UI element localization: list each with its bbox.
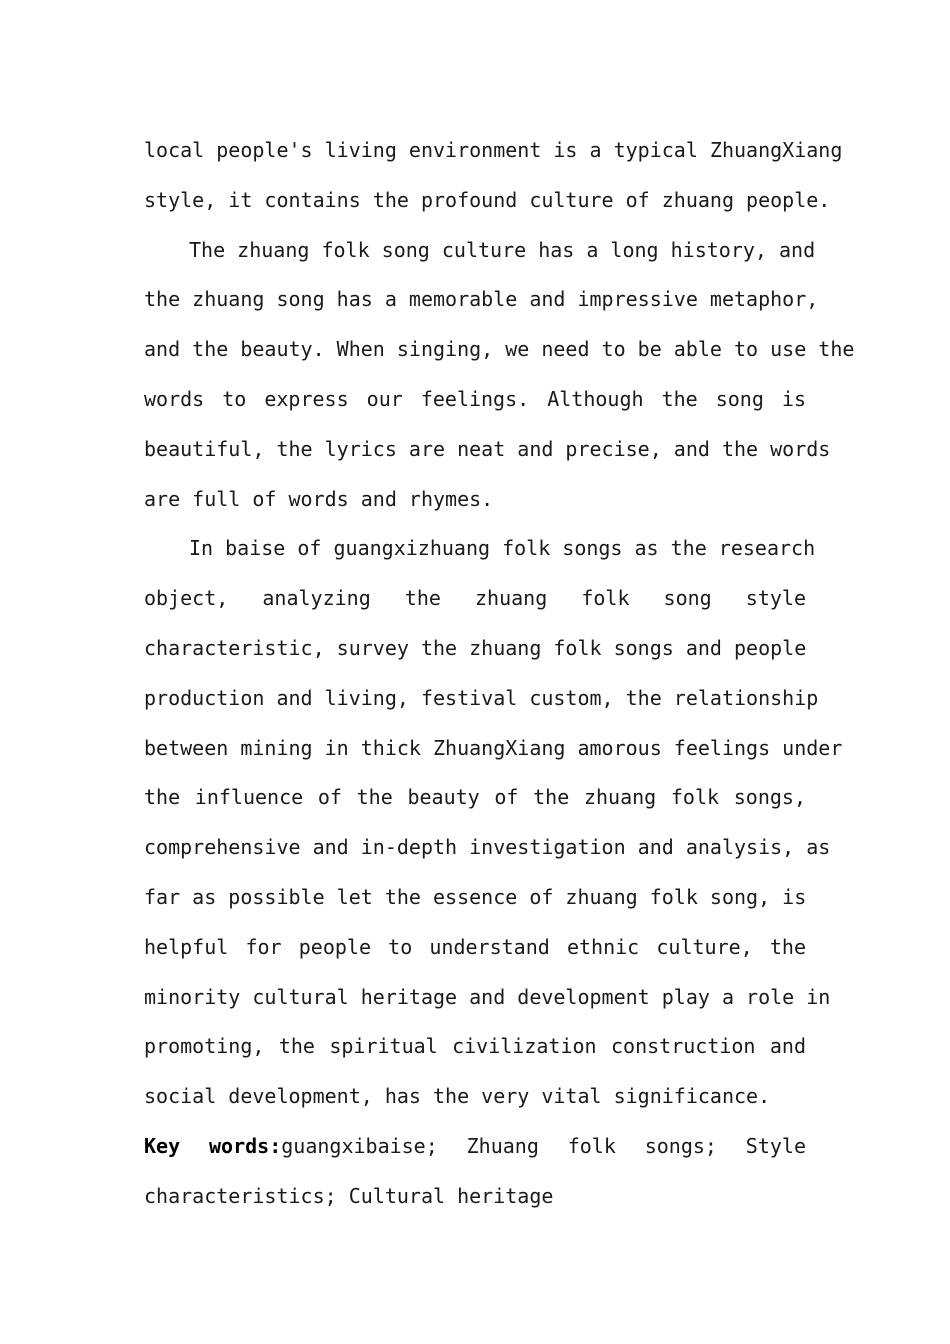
- text-line: beautiful, the lyrics are neat and precise, and the words: [144, 436, 831, 461]
- text-line: style, it contains the profound culture of zhuang people.: [144, 187, 831, 212]
- keywords-section: [144, 1122, 806, 1222]
- text-line: words to express our feelings. Although the song is: [144, 386, 806, 411]
- text-line: social development, has the very vital significance.: [144, 1084, 771, 1109]
- keywords-text: guangxibaise; Zhuang folk songs; Style: [281, 1133, 807, 1158]
- text-line: production and living, festival custom, the relationship: [144, 685, 819, 710]
- text-line: are full of words and rhymes.: [144, 486, 494, 511]
- text-line: helpful for people to understand ethnic culture, the: [144, 934, 806, 959]
- text-line: and the beauty. When singing, we need to be able to use the: [144, 337, 855, 362]
- keywords-line: characteristics; Cultural heritage: [144, 1183, 554, 1208]
- text-line: between mining in thick ZhuangXiang amorous feelings under: [144, 735, 843, 760]
- text-line: far as possible let the essence of zhuang folk song, is: [144, 884, 807, 909]
- text-line: comprehensive and in-depth investigation and analysis, as: [144, 835, 831, 860]
- keywords-label-words: words:: [208, 1133, 282, 1158]
- paragraph-2: [144, 226, 855, 525]
- text-line: the influence of the beauty of the zhuang folk songs,: [144, 785, 806, 810]
- keywords-label-key: Key: [144, 1133, 181, 1158]
- text-line: The zhuang folk song culture has a long history, and: [189, 237, 816, 262]
- keywords-line: [144, 1122, 806, 1172]
- paragraph-3: [144, 524, 843, 1122]
- text-line: In baise of guangxizhuang folk songs as the research: [189, 536, 816, 561]
- document-body: [144, 126, 855, 1222]
- paragraph-1: [144, 126, 843, 226]
- text-line: the zhuang song has a memorable and impressive metaphor,: [144, 287, 819, 312]
- text-line: object, analyzing the zhuang folk song style: [144, 586, 806, 611]
- text-line: local people's living environment is a typical ZhuangXiang: [144, 138, 843, 162]
- text-line: promoting, the spiritual civilization construction and: [144, 1034, 806, 1059]
- text-line: minority cultural heritage and development play a role in: [144, 984, 831, 1009]
- text-line: characteristic, survey the zhuang folk songs and people: [144, 635, 807, 660]
